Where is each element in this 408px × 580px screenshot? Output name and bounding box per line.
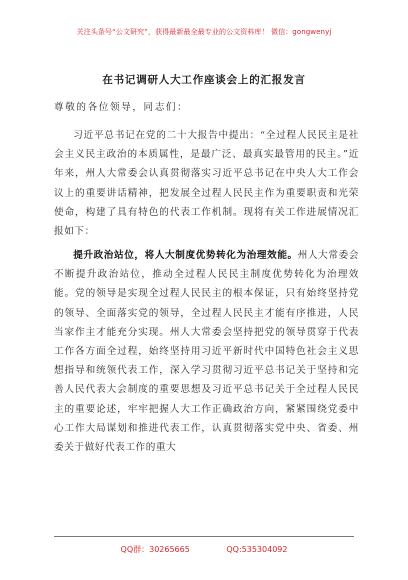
footer-divider [54,536,354,537]
footer-qq: QQ:535304092 [226,545,288,554]
paragraph-intro: 习近平总书记在党的二十大报告中提出：“全过程人民民主是社会主义民主政治的本质属性，是最广泛、最真实最管用的民主。”近年来，州人大常委会认真贯彻落实习近平总书记在中央人大工作会议上的重要讲话精神，把发展全过程人民民主作为重要职责和光荣使命，构建了具有特色的代表工作机制。现将有关工作进展情况汇报如下： [54,130,359,238]
document-body [54,126,359,457]
paragraph-body-text: 州人大常委会不断提升政治站位，推动全过程人民民主制度优势转化为治理效能。党的领导是实现全过程人民民主的根本保证，只有始终坚持党的领导、全面落实党的领导，全过程人民民主才能有序推进，人民当家作主才能充分实现。州人大常委会坚持把党的领导贯穿于代表工作各方面全过程，始终坚持用习近平新时代中国特色社会主义思想指导和统领代表工作，深入学习贯彻习近平总书记关于坚持和完善人民代表大会制度的重要思想及习近平总书记关于全过程人民民主的重要论述，牢牢把握人大工作正确政治方向，紧紧围绕党委中心工作大局谋划和推进代表工作，认真贯彻落实党中央、省委、州委关于做好代表工作的重大 [54,250,359,454]
paragraph-lead-heading: 提升政治站位，将人大制度优势转化为治理效能。 [73,250,298,262]
salutation: 尊敬的各位领导，同志们： [54,102,189,113]
footer [0,544,408,555]
header-banner: 关注头条号“公文研究”，获得最新最全最专业的公文资料库！ 微信：gongwenyj [76,28,332,36]
document-title: 在书记调研人大工作座谈会上的汇报发言 [102,74,306,86]
footer-qq-group: QQ群：30265665 [120,545,190,554]
paragraph-political-stance [54,246,359,457]
